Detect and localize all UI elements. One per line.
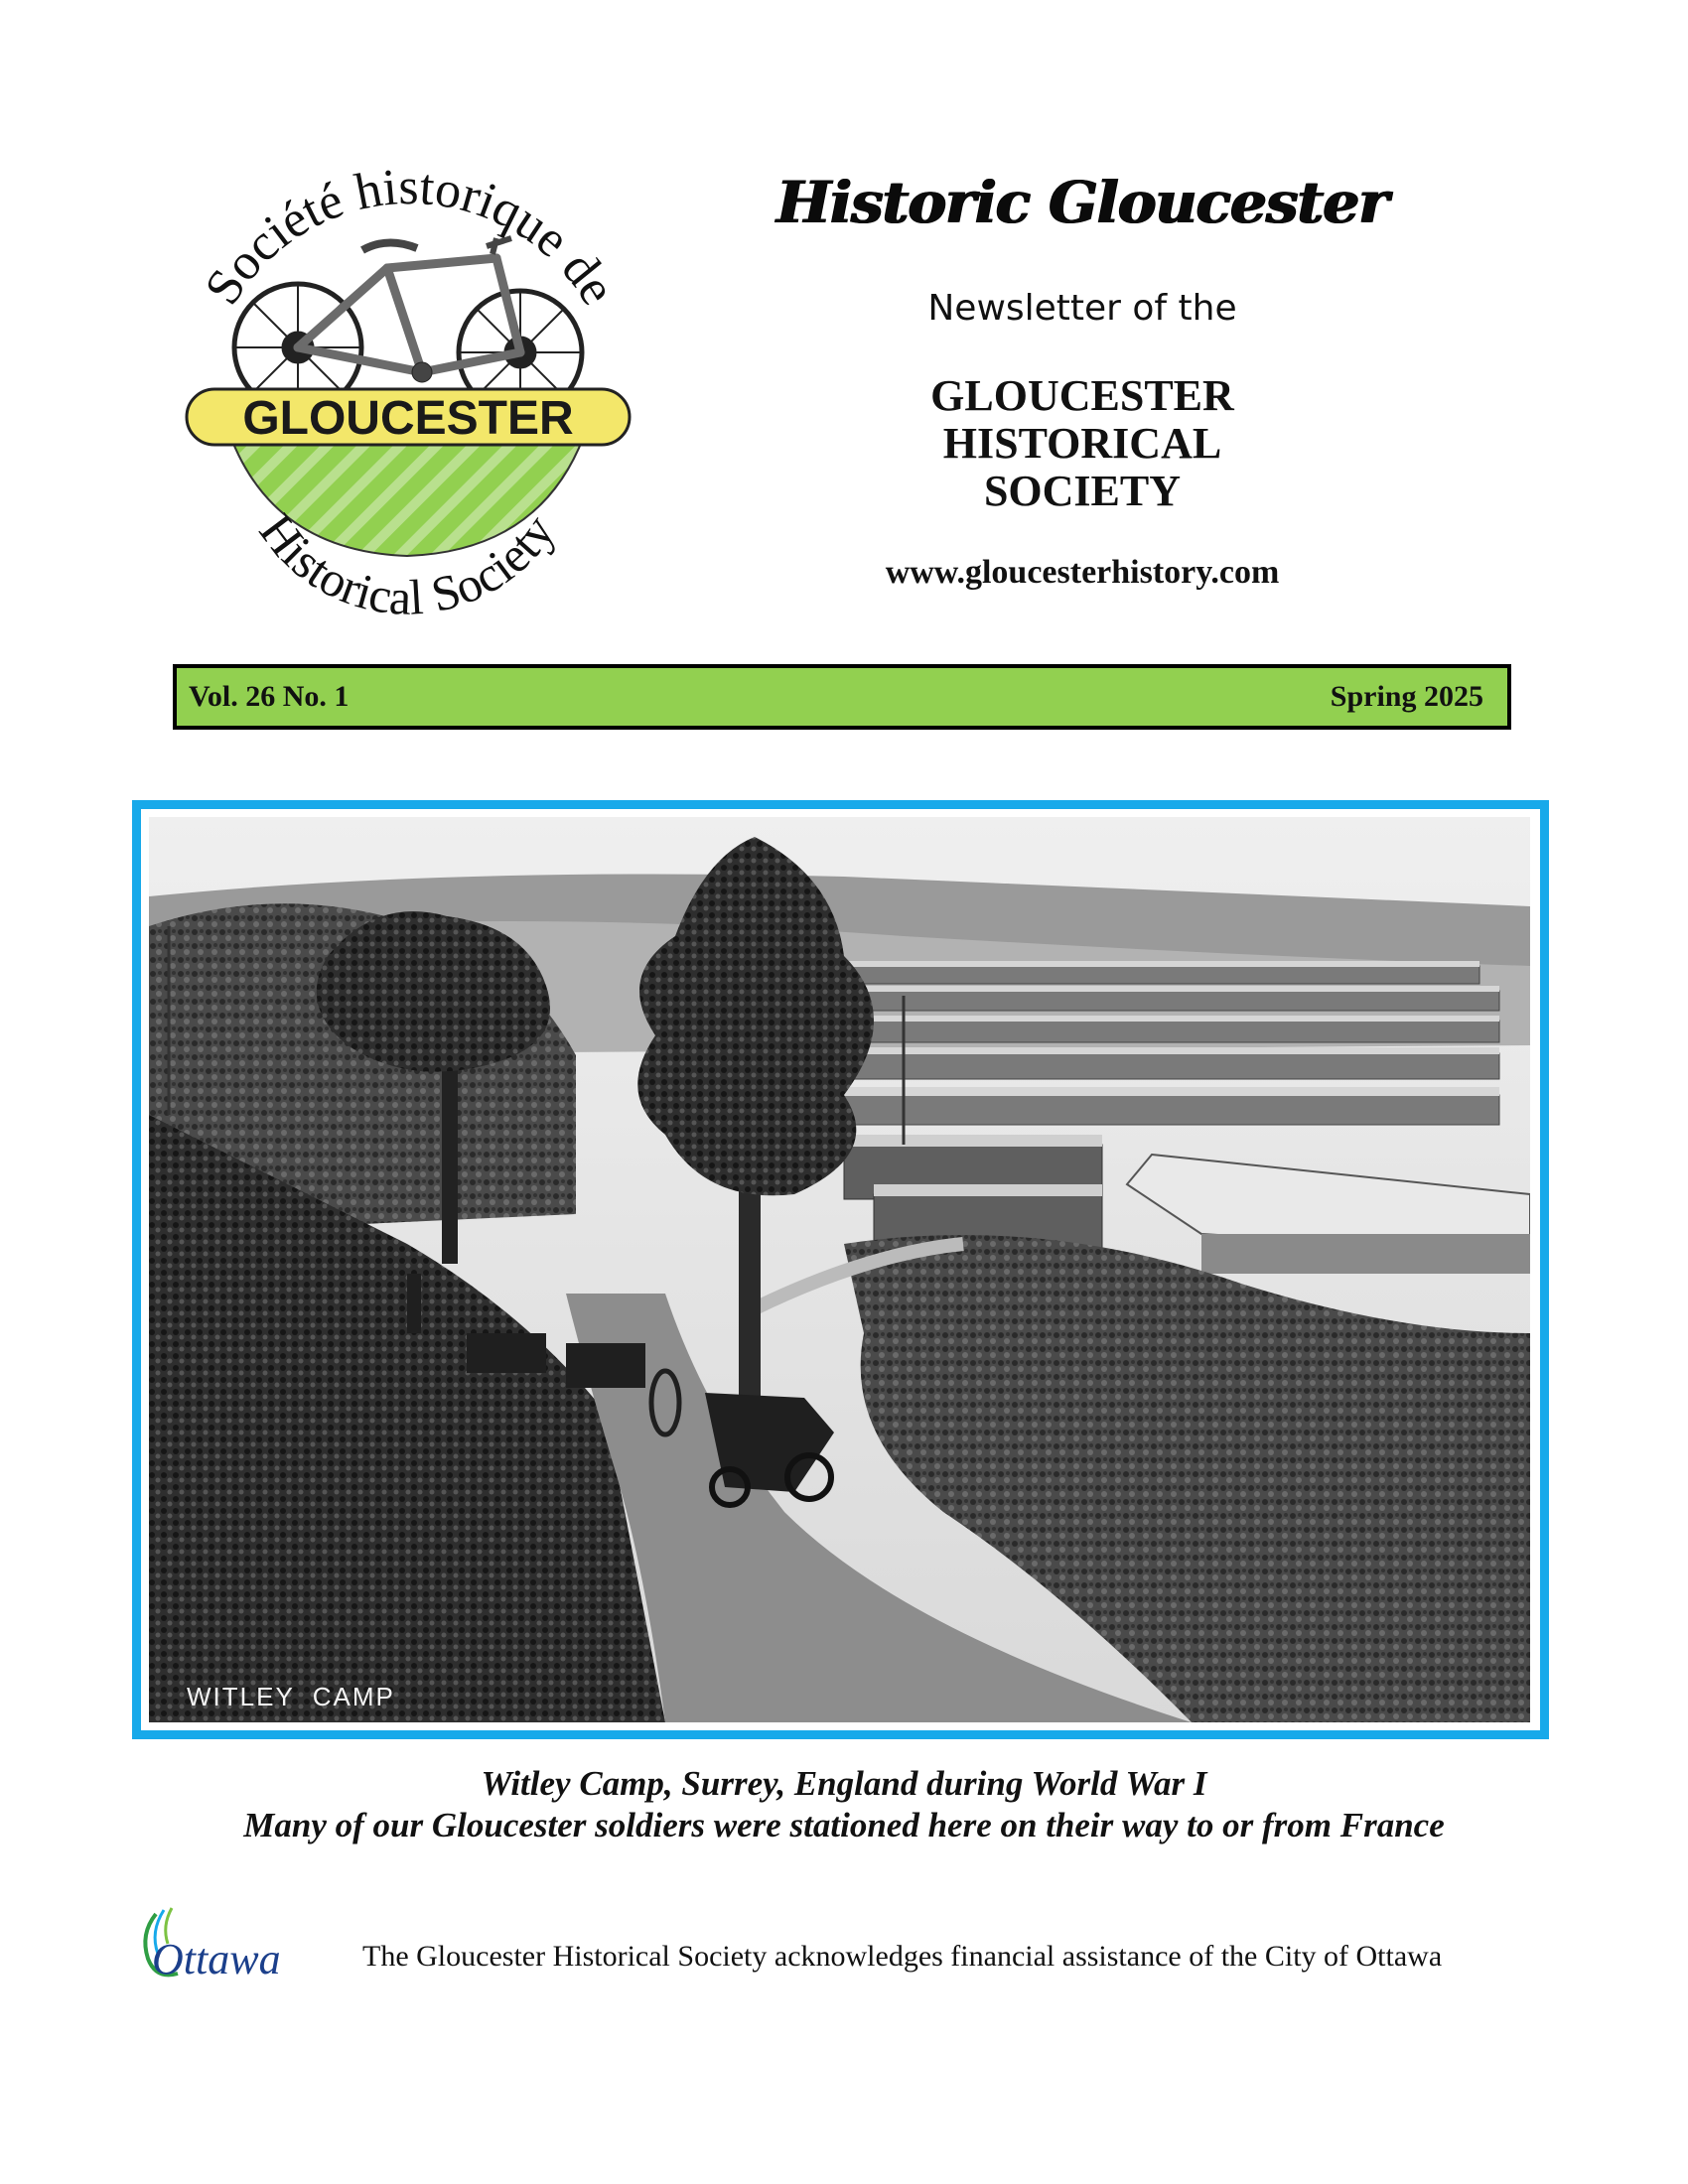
caption-line-1: Witley Camp, Surrey, England during World War I <box>481 1764 1207 1803</box>
newsletter-title: Historic Gloucester <box>776 169 1388 236</box>
ottawa-logo <box>134 1904 313 1983</box>
newsletter-subtitle: Newsletter of the <box>927 288 1237 329</box>
photo-caption <box>99 1763 1589 1846</box>
logo-banner-text: GLOUCESTER <box>242 392 574 445</box>
society-name-line: HISTORICAL <box>942 419 1222 468</box>
issue-bar <box>173 664 1511 730</box>
svg-text:Société historique de <box>195 159 627 315</box>
photo-stamp: WITLEY CAMP <box>187 1682 395 1711</box>
society-name <box>755 372 1410 515</box>
ottawa-logo-text: Ottawa <box>152 1935 281 1983</box>
society-name-line: GLOUCESTER <box>930 371 1234 420</box>
funding-acknowledgement: The Gloucester Historical Society acknowledges financial assistance of the City of Ottawa <box>362 1940 1443 1973</box>
society-name-line: SOCIETY <box>983 467 1182 515</box>
bicycle-icon <box>234 238 582 414</box>
logo-arc-top: Société historique de <box>194 159 627 315</box>
issue-season: Spring 2025 <box>1330 680 1483 713</box>
cover-photo-frame <box>132 800 1549 1739</box>
caption-line-2: Many of our Gloucester soldiers were stationed here on their way to or from France <box>243 1806 1445 1844</box>
issue-volume: Vol. 26 No. 1 <box>189 680 350 713</box>
logo-arc-bottom: Historical Society <box>248 503 566 615</box>
society-logo <box>169 159 645 615</box>
cover-photo <box>149 817 1530 1722</box>
website-url[interactable]: www.gloucesterhistory.com <box>885 554 1280 591</box>
